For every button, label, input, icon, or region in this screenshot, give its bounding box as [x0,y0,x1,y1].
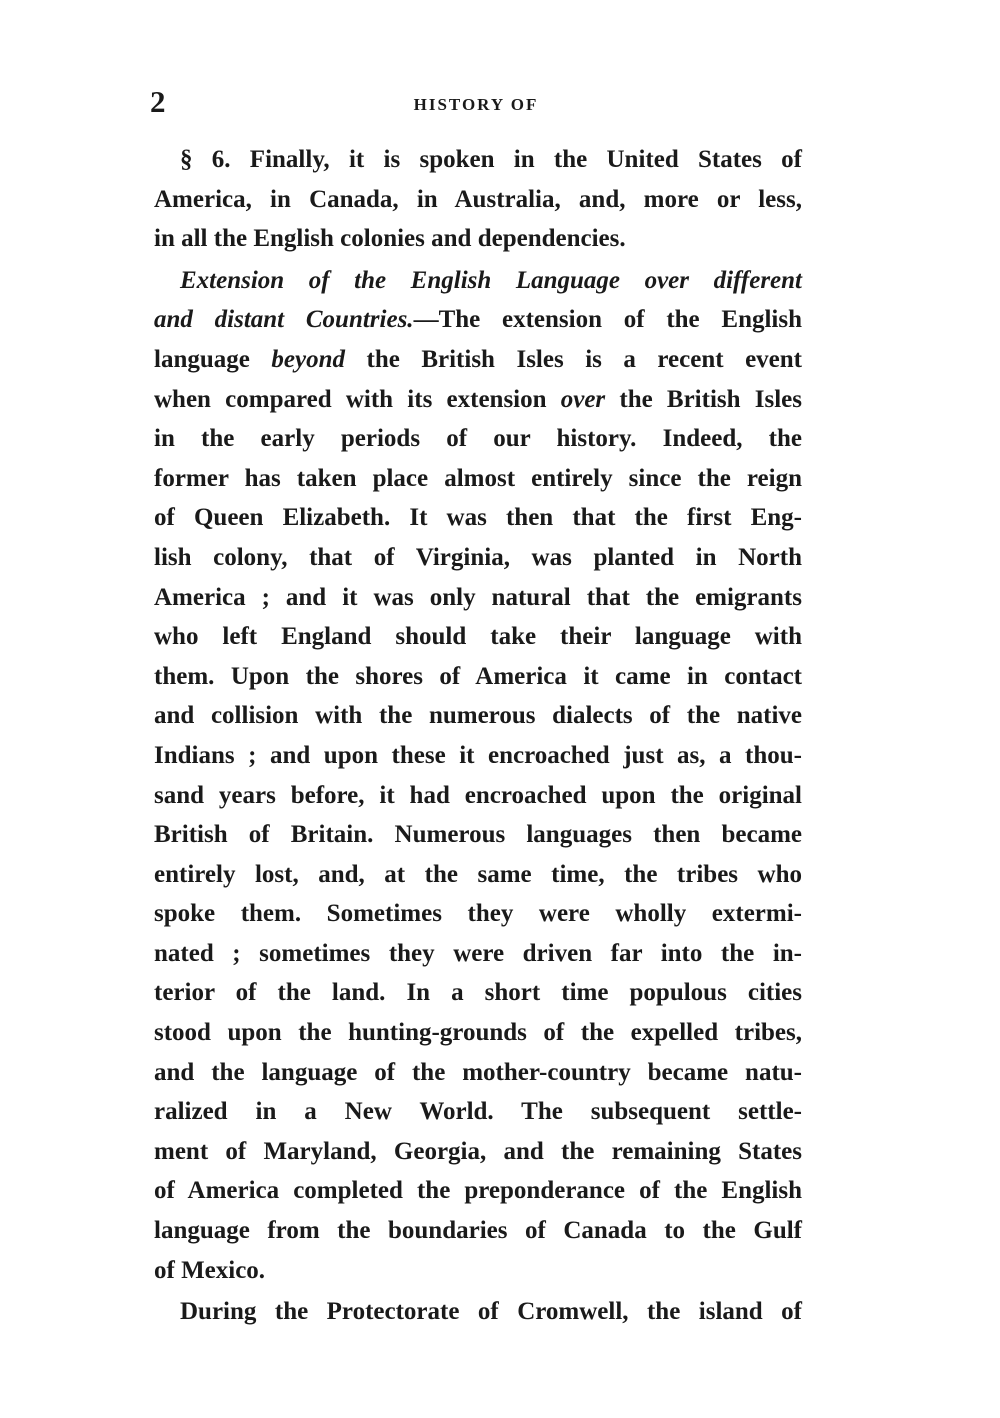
text-line: them. Upon the shores of America it came in contact [154,662,802,690]
text-line [154,300,802,340]
text-line: in all the English colonies and dependencies. [154,225,626,253]
paragraph-1 [154,140,802,259]
text-line: lish colony, that of Virginia, was planted in North [154,543,802,571]
text-line: who left England should take their language with [154,623,802,651]
text-line: spoke them. Sometimes they were wholly extermi- [154,900,802,928]
text-line: terior of the land. In a short time populous cities [154,979,802,1007]
text-line: former has taken place almost entirely since the reign [154,464,802,492]
text-run: language [154,345,272,373]
text-run: the British Isles [605,385,802,413]
text-line: language from the boundaries of Canada to the Gulf [154,1217,802,1245]
text-line: § 6. Finally, it is spoken in the United States of [180,146,802,173]
page-header [150,84,802,124]
emphasis: over [560,385,606,413]
body-text [154,140,802,1332]
text-line: ralized in a New World. The subsequent settle- [154,1098,802,1126]
text-line: sand years before, it had encroached upon the original [154,781,802,809]
text-line: America ; and it was only natural that the emigrants [154,583,802,611]
text-line: in the early periods of our history. Indeed, the [154,425,802,453]
running-head: HISTORY OF [413,95,539,114]
text-line: of Queen Elizabeth. It was then that the first Eng- [154,504,802,532]
text-line: nated ; sometimes they were driven far into the in- [154,939,802,967]
text-line [154,380,802,420]
heading-italic: and distant Countries. [154,306,414,334]
page-number: 2 [150,84,166,119]
text-run: the British Isles is a recent event [344,345,802,373]
text-run: when compared with its extension [154,385,561,413]
text-line: and the language of the mother-country became natu- [154,1058,802,1086]
emphasis: beyond [271,345,345,373]
paragraph-3 [154,1292,802,1332]
text-line: Indians ; and upon these it encroached just as, a thou- [154,741,802,769]
text-line: During the Protectorate of Cromwell, the island of [180,1298,802,1326]
heading-italic: Extension of the English Language over different [180,266,802,294]
text-line: ment of Maryland, Georgia, and the remaining States [154,1137,802,1165]
text-line: entirely lost, and, at the same time, the tribes who [154,860,802,888]
text-line: of America completed the preponderance of the English [154,1177,802,1205]
text-line: America, in Canada, in Australia, and, more or less, [154,185,802,213]
text-line: stood upon the hunting-grounds of the expelled tribes, [154,1019,802,1047]
text-line: British of Britain. Numerous languages then became [154,821,802,849]
text-line [154,340,802,380]
text-line: and collision with the numerous dialects of the native [154,702,802,730]
paragraph-2 [154,261,802,1290]
text-line: of Mexico. [154,1256,266,1284]
text-run: —The extension of the English [413,306,802,334]
section-heading [154,261,802,301]
